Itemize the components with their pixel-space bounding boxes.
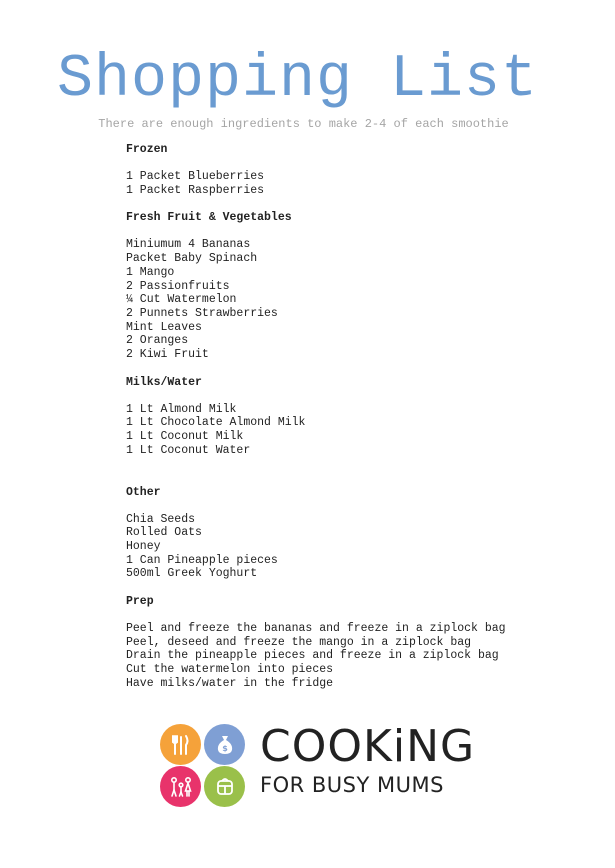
list-item: Peel, deseed and freeze the mango in a ziplock bag — [126, 635, 472, 649]
list-item: 1 Lt Almond Milk — [126, 402, 237, 416]
section-title: Prep — [126, 595, 154, 609]
section-other — [126, 486, 596, 582]
list-item: 1 Lt Coconut Milk — [126, 430, 244, 444]
list-item: 2 Passionfruits — [126, 279, 230, 293]
list-item: Miniumum 4 Bananas — [126, 238, 251, 252]
cooking-for-busy-mums-logo — [160, 721, 476, 808]
utensils-icon — [160, 724, 201, 765]
list-item: 2 Kiwi Fruit — [126, 348, 209, 362]
money-bag-icon — [204, 724, 245, 765]
list-item: Peel and freeze the bananas and freeze in a ziplock bag — [126, 622, 506, 636]
page-title: Shopping List — [56, 46, 539, 114]
list-item: 500ml Greek Yoghurt — [126, 567, 258, 581]
list-item: Have milks/water in the fridge — [126, 676, 334, 690]
section-title: Milks/Water — [126, 375, 202, 389]
list-item: 2 Oranges — [126, 334, 189, 348]
list-item: Mint Leaves — [126, 320, 202, 334]
list-item: 1 Packet Raspberries — [126, 183, 265, 197]
section-title: Fresh Fruit & Vegetables — [126, 211, 292, 225]
section-milks-water — [126, 376, 596, 458]
list-item: Chia Seeds — [126, 512, 196, 526]
logo-circles — [160, 722, 250, 808]
list-item: Packet Baby Spinach — [126, 252, 258, 266]
list-item: ¼ Cut Watermelon — [126, 293, 237, 307]
list-item: 1 Can Pineapple pieces — [126, 553, 278, 567]
list-item: Honey — [126, 539, 161, 553]
list-item: Drain the pineapple pieces and freeze in a ziplock bag — [126, 649, 499, 663]
family-icon — [160, 766, 201, 807]
page-subtitle: There are enough ingredients to make 2-4 of each smoothie — [98, 117, 509, 131]
logo-text — [260, 721, 476, 798]
svg-text:$: $ — [221, 743, 228, 753]
list-item: 2 Punnets Strawberries — [126, 306, 278, 320]
list-content — [126, 143, 596, 705]
list-item: Cut the watermelon into pieces — [126, 663, 334, 677]
list-item: Rolled Oats — [126, 526, 202, 540]
list-item: 1 Packet Blueberries — [126, 170, 265, 183]
section-frozen — [126, 143, 596, 197]
list-item: 1 Lt Chocolate Almond Milk — [126, 416, 306, 430]
section-title: Other — [126, 485, 161, 499]
section-title: Frozen — [126, 143, 168, 156]
list-item: 1 Lt Coconut Water — [126, 443, 251, 457]
section-fresh-fruit-vegetables — [126, 211, 596, 361]
lunchbox-icon — [204, 766, 245, 807]
logo-word-busy-mums: FOR BUSY MUMS — [260, 773, 444, 797]
logo-word-cooking: COOKiNG — [260, 721, 476, 772]
list-item: 1 Mango — [126, 265, 175, 279]
section-prep — [126, 595, 596, 691]
